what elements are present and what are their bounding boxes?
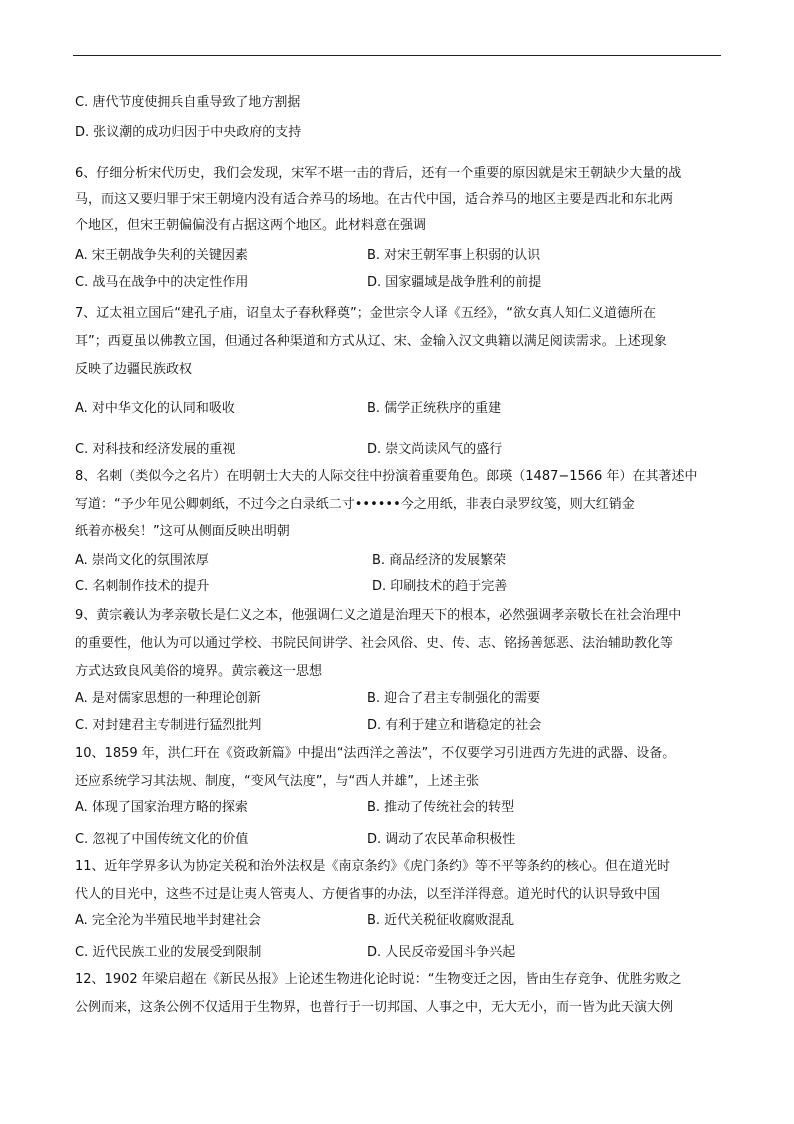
- q9-stem-line-2: 的重要性，他认为可以通过学校、书院民间讲学、社会风俗、史、传、志、铭扬善惩恶、法治辅助教化等: [75, 636, 674, 651]
- q6-option-b: B. 对宋王朝军事上积弱的认识: [367, 248, 541, 263]
- q11-option-b: B. 近代关税征收腐败混乱: [367, 913, 515, 928]
- q5-option-c: C. 唐代节度使拥兵自重导致了地方割据: [75, 95, 301, 110]
- q9-stem-line-3: 方式达致良风美俗的境界。黄宗羲这一思想: [75, 664, 323, 679]
- q11-option-a: A. 完全沦为半殖民地半封建社会: [75, 913, 261, 928]
- q10-option-a: A. 体现了国家治理方略的探索: [75, 800, 248, 815]
- q7-option-d: D. 崇文尚读风气的盛行: [367, 442, 503, 457]
- q10-stem-line-1: 10、1859 年，洪仁玕在《资政新篇》中提出“法西洋之善法”，不仅要学习引进西方先进的武器、设备。: [75, 746, 676, 761]
- q10-option-d: D. 调动了农民革命积极性: [367, 832, 516, 847]
- q6-stem-line-3: 个地区，但宋王朝偏偏没有占据这两个地区。此材料意在强调: [75, 218, 427, 233]
- q6-option-c: C. 战马在战争中的决定性作用: [75, 275, 249, 290]
- q9-option-a: A. 是对儒家思想的一种理论创新: [75, 691, 261, 706]
- q12-stem-line-2: 公例而来，这条公例不仅适用于生物界，也普行于一切邦国、人事之中，无大无小，而一皆为此天演大例: [75, 1000, 674, 1015]
- q10-stem-line-2: 还应系统学习其法规、制度，“变风气法度”，与“西人并雄”，上述主张: [75, 774, 479, 789]
- q8-option-d: D. 印刷技术的趋于完善: [372, 579, 508, 594]
- q6-option-a: A. 宋王朝战争失利的关键因素: [75, 248, 248, 263]
- q7-option-c: C. 对科技和经济发展的重视: [75, 442, 236, 457]
- q8-option-b: B. 商品经济的发展繁荣: [372, 553, 507, 568]
- q12-stem-line-1: 12、1902 年梁启超在《新民丛报》上论述生物进化论时说：“生物变迁之因，皆由生存竞争、优胜劣败之: [75, 972, 682, 987]
- q6-option-d: D. 国家疆域是战争胜利的前提: [367, 275, 542, 290]
- q8-stem-line-3: 纸着亦极矣！”这可从侧面反映出明朝: [75, 524, 290, 539]
- q7-option-b: B. 儒学正统秩序的重建: [367, 401, 502, 416]
- q7-option-a: A. 对中华文化的认同和吸收: [75, 401, 235, 416]
- q7-stem-line-3: 反映了边疆民族政权: [75, 362, 193, 377]
- q9-stem-line-1: 9、黄宗羲认为孝亲敬长是仁义之本，他强调仁义之道是治理天下的根本，必然强调孝亲敬长在社会治理中: [75, 608, 682, 623]
- q9-option-b: B. 迎合了君主专制强化的需要: [367, 691, 541, 706]
- q8-stem-line-2: 写道：“予少年见公卿刺纸，不过今之白录纸二寸••••••今之用纸，非表白录罗纹笺，则大红销金: [75, 497, 635, 512]
- header-rule: [73, 55, 721, 56]
- q11-stem-line-1: 11、近年学界多认为协定关税和治外法权是《南京条约》《虎门条约》等不平等条约的核心。但在道光时: [75, 859, 671, 874]
- q6-stem-line-1: 6、仔细分析宋代历史，我们会发现，宋军不堪一击的背后，还有一个重要的原因就是宋王朝缺少大量的战: [75, 166, 682, 181]
- q8-option-c: C. 名刺制作技术的提升: [75, 579, 210, 594]
- q6-stem-line-2: 马，而这又要归罪于宋王朝境内没有适合养马的场地。在古代中国，适合养马的地区主要是西北和东北两: [75, 192, 674, 207]
- q7-stem-line-1: 7、辽太祖立国后“建孔子庙，诏皇太子春秋释奠”；金世宗令人译《五经》，“欲女真人知仁义道德所在: [75, 306, 656, 321]
- q10-option-b: B. 推动了传统社会的转型: [367, 800, 515, 815]
- q11-option-c: C. 近代民族工业的发展受到限制: [75, 945, 262, 960]
- q11-option-d: D. 人民反帝爱国斗争兴起: [367, 945, 516, 960]
- q11-stem-line-2: 代人的目光中，这些不过是让夷人管夷人、方便省事的办法，以至洋洋得意。道光时代的认识导致中国: [75, 887, 661, 902]
- q10-option-c: C. 忽视了中国传统文化的价值: [75, 832, 249, 847]
- q7-stem-line-2: 耳”；西夏虽以佛教立国，但通过各种渠道和方式从辽、宋、金输入汉文典籍以满足阅读需求。上述现象: [75, 334, 667, 349]
- q9-option-c: C. 对封建君主专制进行猛烈批判: [75, 718, 262, 733]
- q5-option-d: D. 张议潮的成功归因于中央政府的支持: [75, 125, 302, 140]
- q8-option-a: A. 崇尚文化的氛围浓厚: [75, 553, 209, 568]
- q9-option-d: D. 有利于建立和谐稳定的社会: [367, 718, 542, 733]
- q8-stem-line-1: 8、名刺（类似今之名片）在明朝士大夫的人际交往中扮演着重要角色。郎瑛（1487−1566 年）在其著述中: [75, 469, 698, 484]
